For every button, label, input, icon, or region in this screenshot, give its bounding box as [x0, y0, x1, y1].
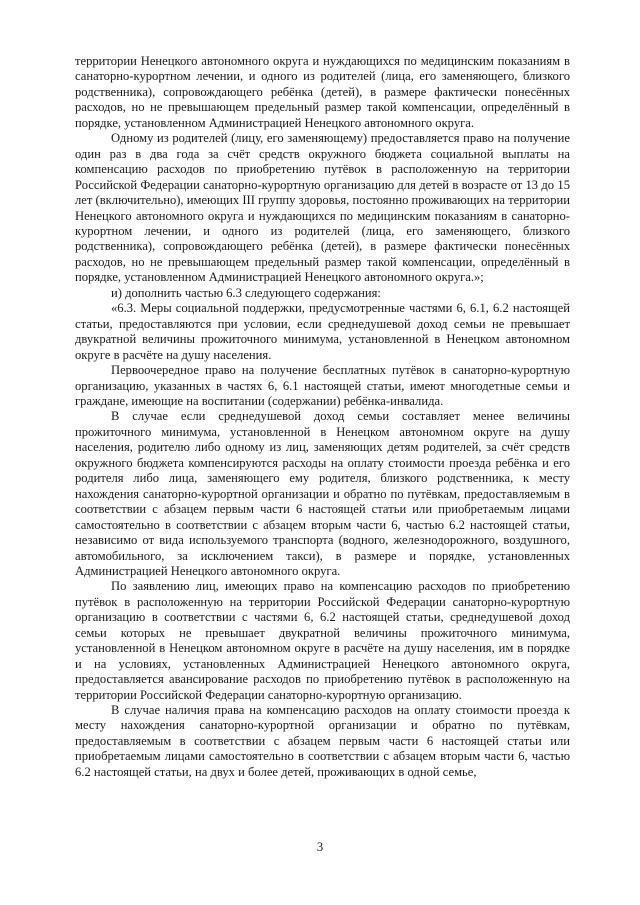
paragraph: В случае наличия права на компенсацию расходов на оплату стоимости проезда к месту нахождения санаторно-курортной организации и обратно по путёвкам, предоставляемым в соответствии с абзацем первым части 6 настоящей статьи или приобретаемым лицами самостоятельно в соответствии с абзацем вторым части 6, частью 6.2 настоящей статьи, на двух и более детей, проживающих в одной семье,	[75, 703, 570, 779]
paragraph: По заявлению лиц, имеющих право на компенсацию расходов по приобретению путёвок в расположенную на территории Российской Федерации санаторно-курортную организацию в соответствии с частями 6, 6.2 настоящей статьи, среднедушевой доход семьи которых не превышает двукратной величины прожиточного минимума, установленной в Ненецком автономном округе в расчёте на душу населения, им в порядке и на условиях, установленных Администрацией Ненецкого автономного округа, предоставляется авансирование расходов по приобретению путёвок в расположенную на территории Российской Федерации санаторно-курортную организацию.	[75, 579, 570, 702]
paragraph-continuation: территории Ненецкого автономного округа и нуждающихся по медицинским показаниям в санаторно-курортном лечении, и одного из родителей (лица, его заменяющего, близкого родственника), сопровождающего ребёнка (детей), в размере фактически понесённых расходов, но не превышающем предельный размер такой компенсации, определённый в порядке, установленном Администрацией Ненецкого автономного округа.	[75, 54, 570, 130]
paragraph: Первоочередное право на получение бесплатных путёвок в санаторно-курортную организацию, указанных в частях 6, 6.1 настоящей статьи, имеют многодетные семьи и граждане, имеющие на воспитании (содержании) ребёнка-инвалида.	[75, 363, 570, 408]
paragraph-amendment-item: и) дополнить частью 6.3 следующего содержания:	[111, 285, 381, 300]
paragraph: В случае если среднедушевой доход семьи составляет менее величины прожиточного минимума, установленной в Ненецком автономном округе на душу населения, родителю либо одному из лиц, заменяющих детям родителей, за счёт средств окружного бюджета компенсируются расходы на оплату стоимости проезда ребёнка и его родителя либо лица, заменяющего ему родителя, близкого родственника, к месту нахождения санаторно-курортной организации и обратно по путёвкам, предоставляемым в соответствии с абзацем первым части 6 настоящей статьи или приобретаемым лицами самостоятельно в соответствии с абзацем вторым части 6, частью 6.2 настоящей статьи, независимо от вида используемого транспорта (водного, железнодорожного, воздушного, автомобильного, за исключением такси), в размере и порядке, установленных Администрацией Ненецкого автономного округа.	[75, 409, 570, 578]
paragraph: Одному из родителей (лицу, его заменяющему) предоставляется право на получение один раз в два года за счёт средств окружного бюджета социальной выплаты на компенсацию расходов по приобретению путёвок в расположенную на территории Российской Федерации санаторно-курортную организацию для детей в возрасте от 13 до 15 лет (включительно), имеющих III группу здоровья, постоянно проживающих на территории Ненецкого автономного округа и нуждающихся по медицинским показаниям в санаторно-курортном лечении, и одного из родителей (лица, его заменяющего, близкого родственника), сопровождающего ребёнка (детей), в размере фактически понесённых расходов, но не превышающем предельный размер такой компенсации, определённый в порядке, установленном Администрацией Ненецкого автономного округа.»;	[75, 131, 570, 285]
document-body	[75, 54, 570, 780]
page-number: 3	[316, 840, 324, 854]
paragraph: «6.3. Меры социальной поддержки, предусмотренные частями 6, 6.1, 6.2 настоящей статьи, предоставляются при условии, если среднедушевой доход семьи не превышает двукратной величины прожиточного минимума, установленной в Ненецком автономном округе в расчёте на душу населения.	[75, 301, 570, 362]
